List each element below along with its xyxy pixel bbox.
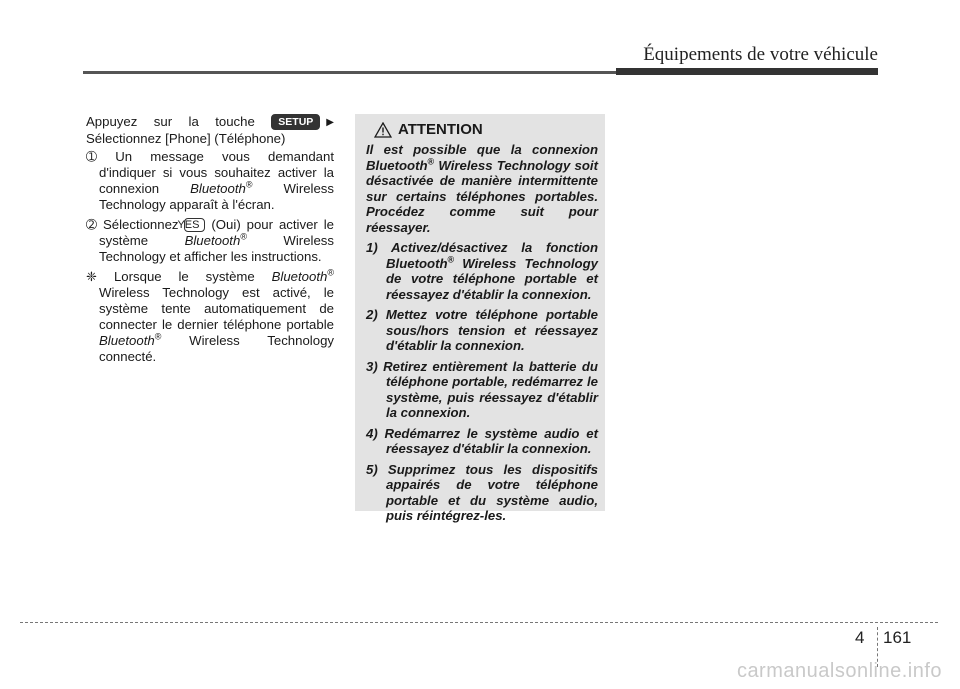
registered-mark: ® [245, 179, 253, 190]
note-marker: ❈ [86, 269, 98, 284]
step-2 [86, 217, 334, 265]
step-2-marker: ➁ [86, 217, 98, 232]
footer-rule [20, 622, 938, 623]
instruction-text: Appuyez sur la touche [86, 114, 255, 129]
setup-key-badge: SETUP [271, 114, 320, 130]
registered-mark: ® [327, 267, 334, 278]
step-1-text: Un message vous demandant d'indiquer si vous souhaitez activer la connexion [99, 149, 334, 196]
caution-item-3: 3) Retirez entièrement la batterie du téléphone portable, redémarrez le système, puis réessayez d'établir la connexion. [366, 358, 598, 420]
caution-item-5: 5) Supprimez tous les dispositifs appairés de votre téléphone portable et du système audio, puis réintégrez-les. [366, 461, 598, 523]
step-2-text: Sélectionnez [103, 217, 179, 232]
note-text-mid: Wireless Technology est activé, le système tente automatiquement de connecter le dernier téléphone portable [99, 285, 334, 332]
caution-item-1-text: 1) Activez/désactivez la fonction Bluetooth [366, 240, 598, 271]
caution-header [374, 122, 598, 138]
step-1 [86, 149, 334, 213]
note-text: Lorsque le système [113, 269, 255, 284]
bluetooth-label: Bluetooth [190, 181, 246, 196]
page-number: 161 [883, 628, 912, 647]
instruction-line-1 [86, 114, 334, 131]
warning-triangle-icon [374, 122, 392, 138]
step-1-text-end: Wireless Technology apparaît à l'écran. [99, 181, 334, 212]
chapter-number: 4 [855, 628, 865, 647]
arrow-right-icon: ▶ [326, 117, 334, 128]
header-rule-accent [616, 68, 878, 75]
caution-intro-text: Il est possible que la connexion Bluetooth [366, 142, 598, 173]
caution-title: ATTENTION [398, 121, 483, 139]
step-1-marker: ➀ [86, 149, 98, 164]
caution-item-1-text-end: Wireless Technology de votre téléphone portable et réessayez d'établir la connexion. [386, 255, 598, 302]
registered-mark: ® [427, 156, 435, 167]
bluetooth-label: Bluetooth [99, 333, 155, 348]
note-text-end: Wireless Technology connecté. [99, 333, 334, 364]
caution-intro [366, 142, 598, 235]
caution-item-2: 2) Mettez votre téléphone portable sous/hors tension et réessayez d'établir la connexion. [366, 307, 598, 353]
watermark: carmanualsonline.info [736, 660, 942, 682]
registered-mark: ® [240, 231, 247, 242]
running-header-title: Équipements de votre véhicule [643, 44, 878, 65]
caution-item-1 [366, 240, 598, 302]
caution-box [355, 114, 605, 523]
bluetooth-label: Bluetooth [184, 233, 241, 248]
note [86, 269, 334, 365]
step-2-text-end: Wireless Technology et afficher les instructions. [99, 233, 334, 264]
bluetooth-label: Bluetooth [271, 269, 328, 284]
instruction-line-2: Sélectionnez [Phone] (Téléphone) [86, 131, 286, 146]
registered-mark: ® [154, 331, 162, 342]
yes-key-badge: YES [184, 218, 205, 232]
step-2-text-mid: (Oui) pour activer le système [99, 217, 334, 248]
caution-intro-text-end: Wireless Technology soit désactivée de manière intermittente sur certains téléphones portables. Procédez comme suit pour réessayer. [366, 157, 598, 235]
registered-mark: ® [447, 254, 455, 265]
instructions-column [86, 114, 334, 365]
caution-item-4: 4) Redémarrez le système audio et réessayez d'établir la connexion. [366, 425, 598, 456]
